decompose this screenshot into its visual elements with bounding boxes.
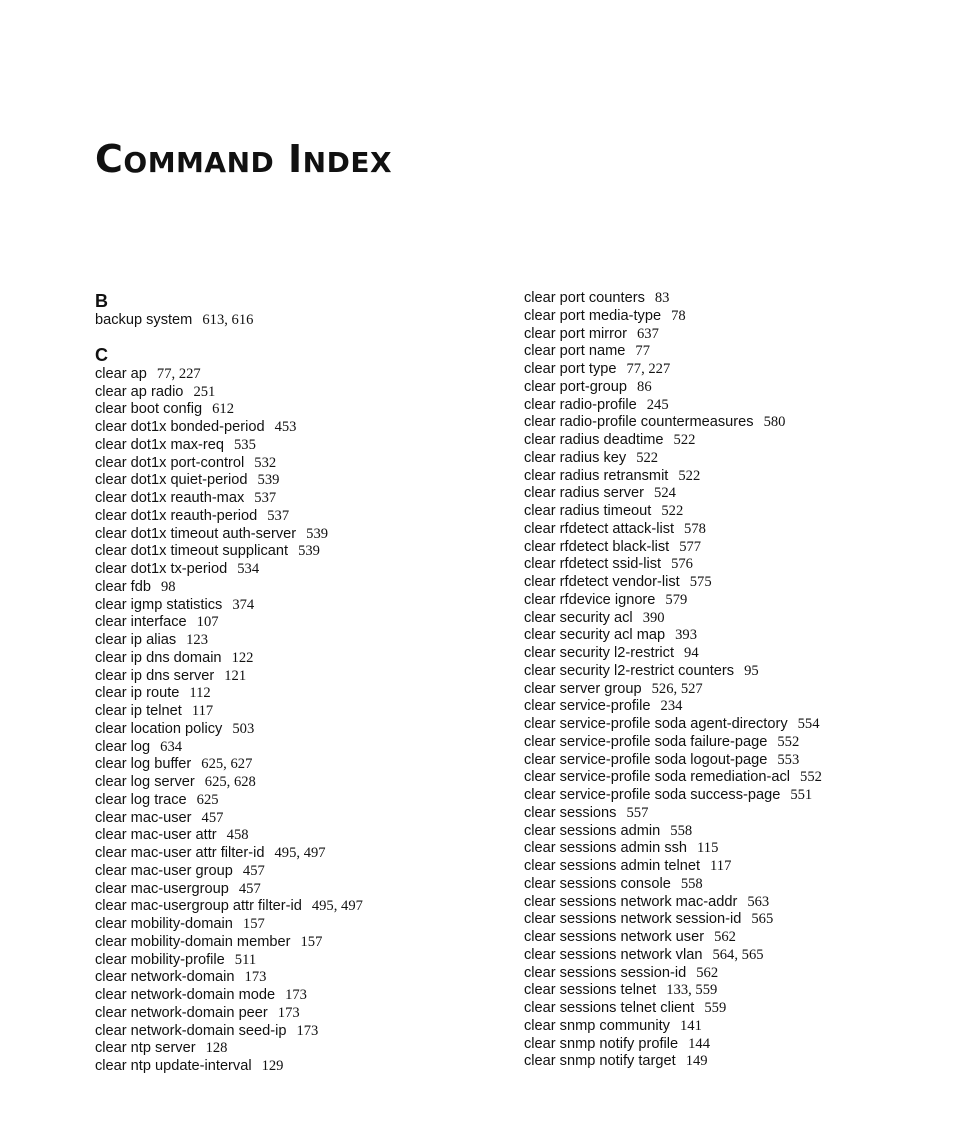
title-initial-c: C xyxy=(95,137,124,181)
command-name: backup system xyxy=(95,312,193,328)
page-references: 562 xyxy=(696,964,719,981)
index-entry xyxy=(524,858,944,876)
page-references: 117 xyxy=(191,703,214,719)
page-references: 77 xyxy=(635,343,650,360)
index-entry xyxy=(524,326,944,344)
command-name: clear port mirror xyxy=(524,325,627,342)
page-references: 128 xyxy=(205,1040,228,1057)
page-references: 495, 497 xyxy=(311,898,363,915)
page-references: 457 xyxy=(242,862,265,879)
page-references: 173 xyxy=(285,987,307,1003)
index-entry xyxy=(95,774,505,792)
command-name: clear log buffer xyxy=(95,756,192,773)
index-entry xyxy=(95,561,505,579)
command-name: clear sessions admin telnet xyxy=(524,858,701,874)
index-entry xyxy=(524,361,944,379)
section-letter-b: B xyxy=(95,291,108,311)
index-entry xyxy=(524,663,944,681)
page-references: 522 xyxy=(661,503,684,519)
section-letter-c: C xyxy=(95,344,108,365)
page-references: 557 xyxy=(626,804,649,821)
command-name: clear sessions xyxy=(524,804,617,821)
index-entry xyxy=(524,468,944,486)
index-entry xyxy=(524,379,944,397)
page-references: 511 xyxy=(234,951,257,968)
command-name: clear mac-user xyxy=(95,809,192,826)
page-references: 558 xyxy=(670,822,693,839)
command-name: clear service-profile soda success-page xyxy=(524,787,781,803)
index-entry xyxy=(524,698,944,716)
page-references: 535 xyxy=(233,436,256,453)
command-name: clear mac-user attr xyxy=(95,827,217,844)
command-name: clear rfdetect black-list xyxy=(524,538,670,555)
page-references: 539 xyxy=(257,472,280,489)
command-name: clear log xyxy=(95,738,151,755)
command-name: clear ip dns server xyxy=(95,667,215,684)
index-entry xyxy=(524,787,944,805)
command-name: clear service-profile soda remediation-acl xyxy=(524,769,791,786)
page-references: 129 xyxy=(261,1058,284,1074)
command-name: clear mac-user attr filter-id xyxy=(95,845,265,861)
command-name: clear snmp notify target xyxy=(524,1053,676,1070)
command-name: clear radius timeout xyxy=(524,503,652,519)
command-name: clear sessions admin xyxy=(524,822,661,839)
page-references: 577 xyxy=(679,538,702,555)
page-references: 83 xyxy=(654,290,670,306)
page-references: 112 xyxy=(189,685,211,702)
command-name: clear log trace xyxy=(95,791,187,808)
index-column-left xyxy=(95,290,505,1076)
index-entry xyxy=(95,579,505,597)
index-entry xyxy=(524,823,944,841)
index-entry xyxy=(95,685,505,703)
command-name: clear radius deadtime xyxy=(524,432,664,448)
page-references: 580 xyxy=(763,414,786,431)
command-name: clear network-domain peer xyxy=(95,1004,268,1021)
index-entry xyxy=(524,982,944,1000)
page-references: 77, 227 xyxy=(626,361,671,377)
command-name: clear dot1x port-control xyxy=(95,454,245,471)
command-name: clear radio-profile countermeasures xyxy=(524,414,754,431)
title-rest-index: NDEX xyxy=(302,146,393,179)
index-entry xyxy=(95,1058,505,1076)
page-references: 457 xyxy=(238,880,261,897)
index-entry xyxy=(95,916,505,934)
index-entry xyxy=(95,952,505,970)
command-name: clear network-domain xyxy=(95,969,235,986)
index-entry xyxy=(524,308,944,326)
command-name: clear server group xyxy=(524,680,642,697)
command-name: clear radius server xyxy=(524,485,645,502)
command-name: clear ip alias xyxy=(95,632,177,648)
command-name: clear network-domain mode xyxy=(95,987,276,1003)
command-name: clear sessions session-id xyxy=(524,964,687,981)
command-name: clear ip telnet xyxy=(95,703,182,719)
page-references: 245 xyxy=(646,396,669,413)
title-rest-command: OMMAND xyxy=(123,146,275,179)
index-entry xyxy=(95,1023,505,1041)
page-references: 144 xyxy=(688,1035,711,1052)
index-entry xyxy=(95,366,505,384)
index-entry xyxy=(524,574,944,592)
command-name: clear sessions admin ssh xyxy=(524,840,688,857)
page-references: 559 xyxy=(704,1000,727,1016)
command-name: clear radius key xyxy=(524,449,627,466)
command-name: clear mac-user group xyxy=(95,862,233,879)
index-entry xyxy=(95,597,505,615)
command-name: clear sessions network session-id xyxy=(524,911,742,928)
index-entry xyxy=(95,401,505,419)
command-name: clear rfdetect ssid-list xyxy=(524,556,662,573)
command-name: clear ntp server xyxy=(95,1040,196,1057)
page-references: 157 xyxy=(300,933,323,950)
index-entry xyxy=(524,752,944,770)
command-name: clear dot1x timeout supplicant xyxy=(95,543,289,560)
page-references: 564, 565 xyxy=(712,946,764,963)
page-references: 123 xyxy=(186,632,209,648)
index-entry xyxy=(95,739,505,757)
command-name: clear radio-profile xyxy=(524,396,637,413)
index-entry xyxy=(524,876,944,894)
command-name: clear service-profile soda failure-page xyxy=(524,733,768,750)
index-entry xyxy=(524,521,944,539)
command-name: clear port type xyxy=(524,361,617,377)
command-name: clear service-profile xyxy=(524,698,651,715)
page-references: 565 xyxy=(751,911,774,928)
command-name: clear dot1x reauth-max xyxy=(95,490,245,506)
command-name: clear security l2-restrict xyxy=(524,645,675,661)
page-references: 637 xyxy=(636,325,659,342)
index-entry xyxy=(524,965,944,983)
command-name: clear mac-usergroup xyxy=(95,880,229,897)
page-references: 532 xyxy=(254,454,277,471)
index-entry xyxy=(524,450,944,468)
index-entry xyxy=(95,1005,505,1023)
command-name: clear security l2-restrict counters xyxy=(524,662,735,679)
page-references: 554 xyxy=(797,716,820,732)
page-references: 552 xyxy=(777,733,800,750)
command-name: clear fdb xyxy=(95,578,151,595)
command-name: clear dot1x quiet-period xyxy=(95,472,248,489)
page-references: 121 xyxy=(224,667,247,684)
index-entry xyxy=(524,503,944,521)
command-name: clear rfdetect attack-list xyxy=(524,520,675,537)
page-references: 522 xyxy=(636,449,659,466)
page-references: 78 xyxy=(671,307,686,324)
command-name: clear port name xyxy=(524,343,626,360)
page-references: 563 xyxy=(747,893,770,910)
index-entry xyxy=(95,650,505,668)
index-entry xyxy=(524,627,944,645)
command-name: clear mobility-domain member xyxy=(95,933,291,950)
page-references: 393 xyxy=(675,627,698,644)
command-name: clear mobility-domain xyxy=(95,916,233,932)
page-title xyxy=(95,133,392,189)
command-name: clear snmp community xyxy=(524,1017,670,1034)
page-references: 115 xyxy=(697,840,719,857)
command-name: clear boot config xyxy=(95,401,203,418)
command-name: clear security acl xyxy=(524,609,633,626)
command-name: clear sessions telnet client xyxy=(524,1000,695,1016)
index-entry xyxy=(95,827,505,845)
page-references: 534 xyxy=(237,561,260,577)
section-c-entries xyxy=(95,366,505,1076)
page-references: 553 xyxy=(777,751,800,768)
page-references: 625, 627 xyxy=(201,756,253,773)
index-entry xyxy=(524,343,944,361)
command-name: clear snmp notify profile xyxy=(524,1035,679,1052)
page-references: 551 xyxy=(790,787,813,803)
command-name: clear log server xyxy=(95,774,195,790)
page-references: 173 xyxy=(277,1004,300,1021)
command-name: clear network-domain seed-ip xyxy=(95,1022,287,1039)
index-entry xyxy=(524,610,944,628)
page-references: 558 xyxy=(680,875,703,892)
title-initial-i: I xyxy=(288,137,303,181)
index-entry xyxy=(95,792,505,810)
index-entry xyxy=(524,592,944,610)
command-name: clear mobility-profile xyxy=(95,951,225,968)
index-entry xyxy=(524,769,944,787)
page-references: 117 xyxy=(710,858,732,874)
command-name: clear security acl map xyxy=(524,627,666,644)
index-entry xyxy=(524,716,944,734)
page-references: 562 xyxy=(714,929,736,945)
page-references: 503 xyxy=(232,720,255,737)
command-name: clear sessions console xyxy=(524,875,671,892)
index-entry xyxy=(524,929,944,947)
command-name: clear ntp update-interval xyxy=(95,1058,252,1074)
page-references: 537 xyxy=(254,490,277,506)
index-entry xyxy=(524,805,944,823)
page-references: 575 xyxy=(689,574,712,590)
index-entry xyxy=(95,312,505,330)
command-name: clear dot1x tx-period xyxy=(95,561,228,577)
page-references: 141 xyxy=(679,1017,702,1034)
command-name: clear sessions network user xyxy=(524,929,705,945)
page-references: 495, 497 xyxy=(274,845,326,861)
page-references: 251 xyxy=(193,383,216,400)
index-entry xyxy=(95,632,505,650)
page-references: 537 xyxy=(267,507,290,524)
page-references: 374 xyxy=(232,596,255,613)
page-references: 625, 628 xyxy=(204,774,256,790)
index-entry xyxy=(524,1036,944,1054)
page-references: 173 xyxy=(244,969,267,986)
index-entry xyxy=(524,485,944,503)
command-name: clear service-profile soda logout-page xyxy=(524,751,768,768)
page-references: 625 xyxy=(196,791,219,808)
index-column-right xyxy=(524,290,944,1071)
page-references: 122 xyxy=(231,649,254,666)
index-entry xyxy=(95,668,505,686)
index-entry xyxy=(524,734,944,752)
command-name: clear sessions telnet xyxy=(524,982,657,999)
page-references: 458 xyxy=(226,827,249,844)
index-entry xyxy=(524,894,944,912)
index-entry xyxy=(524,1053,944,1071)
command-name: clear sessions network mac-addr xyxy=(524,893,738,910)
page-references: 539 xyxy=(306,525,329,542)
command-name: clear ip dns domain xyxy=(95,649,222,666)
index-entry xyxy=(95,490,505,508)
index-entry xyxy=(524,681,944,699)
page-references: 95 xyxy=(744,662,759,679)
command-name: clear rfdetect vendor-list xyxy=(524,574,680,590)
index-entry xyxy=(95,508,505,526)
index-entry xyxy=(95,526,505,544)
index-entry xyxy=(95,934,505,952)
section-b-entries xyxy=(95,312,505,330)
page-references: 579 xyxy=(665,591,688,608)
page-references: 552 xyxy=(800,769,822,786)
index-entry xyxy=(95,437,505,455)
page-references: 612 xyxy=(212,401,234,418)
index-entry xyxy=(524,414,944,432)
index-entry xyxy=(95,863,505,881)
index-entry xyxy=(524,290,944,308)
index-entry xyxy=(95,614,505,632)
index-entry xyxy=(95,721,505,739)
command-name: clear location policy xyxy=(95,720,223,737)
index-entry xyxy=(95,756,505,774)
page-references: 157 xyxy=(242,916,265,932)
index-entry xyxy=(95,987,505,1005)
command-name: clear dot1x reauth-period xyxy=(95,507,258,524)
page-references: 133, 559 xyxy=(666,982,718,999)
index-entry xyxy=(95,881,505,899)
page-references: 107 xyxy=(196,614,219,631)
command-name: clear interface xyxy=(95,614,187,631)
index-entry xyxy=(524,947,944,965)
index-entry xyxy=(95,543,505,561)
index-entry xyxy=(95,969,505,987)
page-references: 524 xyxy=(654,485,676,502)
index-entry xyxy=(95,419,505,437)
page-references: 390 xyxy=(642,609,665,626)
command-name: clear sessions network vlan xyxy=(524,946,703,963)
index-entry xyxy=(524,556,944,574)
page-references: 77, 227 xyxy=(156,365,201,382)
page-references: 86 xyxy=(637,378,652,395)
command-name: clear radius retransmit xyxy=(524,467,669,484)
command-name: clear port counters xyxy=(524,290,645,306)
command-name: clear ap xyxy=(95,365,147,382)
page-references: 539 xyxy=(298,543,320,560)
page-references: 522 xyxy=(678,467,701,484)
index-entry xyxy=(524,1018,944,1036)
page-references: 634 xyxy=(160,738,183,755)
index-entry xyxy=(524,911,944,929)
page-references: 526, 527 xyxy=(651,680,703,697)
index-entry xyxy=(95,455,505,473)
page-references: 522 xyxy=(673,432,696,448)
command-name: clear ip route xyxy=(95,685,180,702)
index-entry xyxy=(95,898,505,916)
index-entry xyxy=(524,840,944,858)
page-references: 578 xyxy=(684,520,706,537)
page-references: 94 xyxy=(684,645,699,661)
index-entry xyxy=(95,845,505,863)
page-references: 457 xyxy=(201,809,224,826)
page-references: 149 xyxy=(685,1053,708,1070)
command-name: clear rfdevice ignore xyxy=(524,591,656,608)
index-entry xyxy=(95,810,505,828)
index-entry xyxy=(524,397,944,415)
index-entry xyxy=(524,539,944,557)
page-references: 576 xyxy=(671,556,693,573)
index-entry xyxy=(524,645,944,663)
index-entry xyxy=(95,384,505,402)
page-references: 613, 616 xyxy=(202,312,254,328)
index-entry xyxy=(524,1000,944,1018)
command-name: clear dot1x timeout auth-server xyxy=(95,525,297,542)
command-name: clear port media-type xyxy=(524,307,662,324)
command-name: clear dot1x bonded-period xyxy=(95,419,265,435)
command-name: clear port-group xyxy=(524,378,628,395)
command-name: clear mac-usergroup attr filter-id xyxy=(95,898,302,915)
command-name: clear dot1x max-req xyxy=(95,436,224,453)
command-name: clear ap radio xyxy=(95,383,184,400)
command-name: clear service-profile soda agent-directory xyxy=(524,716,788,732)
command-name: clear igmp statistics xyxy=(95,596,223,613)
page-references: 173 xyxy=(296,1022,319,1039)
index-entry xyxy=(95,472,505,490)
section-c-entries-continued xyxy=(524,290,944,1071)
index-entry xyxy=(524,432,944,450)
index-entry xyxy=(95,1040,505,1058)
page-references: 98 xyxy=(160,578,176,595)
page-references: 453 xyxy=(274,419,297,435)
index-entry xyxy=(95,703,505,721)
page-references: 234 xyxy=(660,698,683,715)
